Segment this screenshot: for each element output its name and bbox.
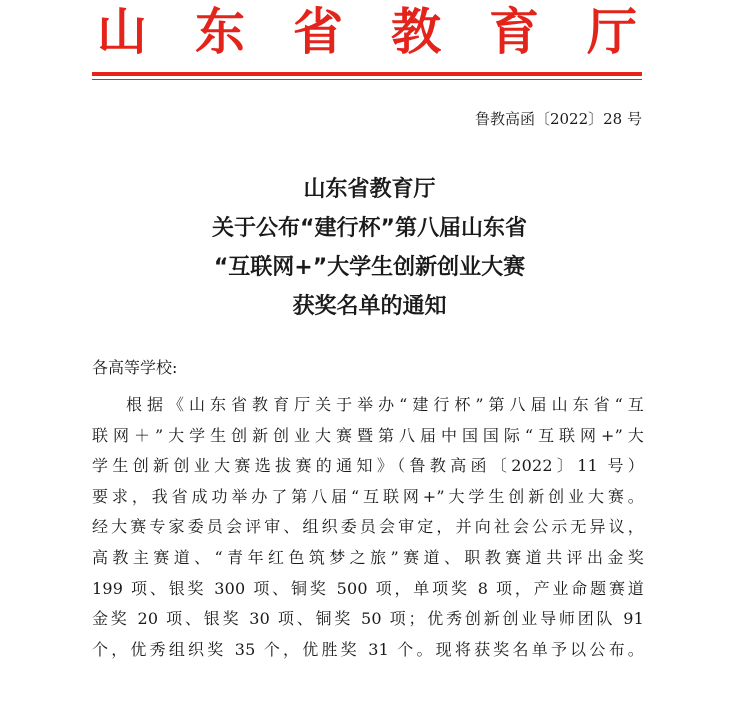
- body-line: 学生创新创业大赛选拔赛的通知》（鲁教高函〔2022〕11 号）: [92, 456, 644, 476]
- body-line: 个，优秀组织奖 35 个，优胜奖 31 个。现将获奖名单予以公布。: [92, 639, 644, 659]
- body-line: 金奖 20 项、银奖 30 项、铜奖 50 项；优秀创新创业导师团队 91: [92, 609, 644, 629]
- title-line: 关于公布“建行杯”第八届山东省: [212, 216, 527, 241]
- title-line: “互联网+”大学生创新创业大赛: [213, 255, 526, 280]
- masthead-char: 教: [391, 3, 441, 61]
- body-line: 联网＋”大学生创新创业大赛暨第八届中国国际“互联网+”大: [92, 425, 644, 445]
- body-line: 要求，我省成功举办了第八届“互联网+”大学生创新创业大赛。: [92, 486, 644, 506]
- title-line: 获奖名单的通知: [292, 294, 447, 319]
- title-line: 山东省教育厅: [303, 177, 436, 202]
- salutation: 各高等学校:: [92, 358, 178, 377]
- masthead-char: 育: [489, 3, 539, 61]
- document-title: [0, 170, 739, 326]
- masthead-rule-thick: [92, 72, 642, 76]
- masthead-char: 省: [293, 3, 343, 61]
- document-number: 鲁教高函〔2022〕28 号: [474, 110, 642, 128]
- body-line: 高教主赛道、“青年红色筑梦之旅”赛道、职教赛道共评出金奖: [92, 547, 644, 567]
- body-line: 经大赛专家委员会评审、组织委员会审定，并向社会公示无异议，: [92, 517, 644, 537]
- masthead-char: 山: [97, 3, 147, 61]
- body-paragraph: [92, 390, 644, 665]
- masthead: [92, 4, 642, 60]
- masthead-rule-thin: [92, 79, 642, 80]
- body-line: 199 项、银奖 300 项、铜奖 500 项，单项奖 8 项，产业命题赛道: [92, 578, 644, 598]
- masthead-char: 厅: [587, 3, 637, 61]
- body-line: 根据《山东省教育厅关于举办“建行杯”第八届山东省“互: [126, 395, 644, 414]
- masthead-char: 东: [195, 3, 245, 61]
